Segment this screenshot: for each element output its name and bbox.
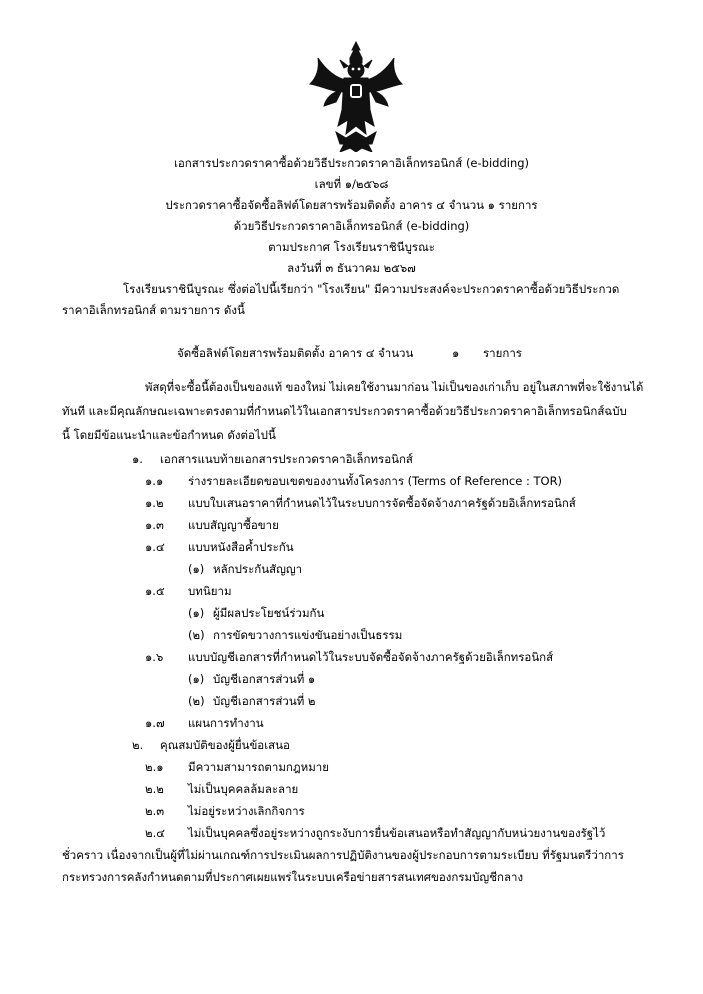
sub-item-number: (๒) [188,628,205,642]
list-item-text: ไม่เป็นบุคคลล้มละลาย [188,782,299,796]
clause-2-4-line-1: ไม่เป็นบุคคลซึ่งอยู่ระหว่างถูกระงับการยื่นข้อเสนอหรือทำสัญญากับหน่วยงานของรัฐไว้ [188,826,606,840]
intro-line-1: โรงเรียนราชินีบูรณะ ซึ่งต่อไปนี้เรียกว่า "โรงเรียน" มีความประสงค์จะประกวดราคาซื้อด้วยวิธีประกวด [123,282,620,296]
item-unit: รายการ [483,346,522,360]
list-item-number: ๑.๓ [145,518,164,532]
item-name: จัดซื้อลิฟต์โดยสารพร้อมติดตั้ง อาคาร ๔ [177,346,375,360]
list-item-number: ๒.๔ [145,826,165,840]
document-number: เลขที่ ๑/๒๕๖๘ [314,177,389,191]
list-item-text: ร่างรายละเอียดขอบเขตของงานทั้งโครงการ (Terms of Reference : TOR) [188,474,563,488]
list-item-number: ๑.๑ [145,474,164,488]
list-item-number: ๒.๓ [145,804,165,818]
list-item-number: ๑.๖ [145,650,164,664]
list-item-text: ไม่อยู่ระหว่างเลิกกิจการ [188,804,305,818]
conditions-line-1: พัสดุที่จะซื้อนี้ต้องเป็นของแท้ ของใหม่ ไม่เคยใช้งานมาก่อน ไม่เป็นของเก่าเก็บ อยู่ในสภาพที่จะใช้งานได้ [145,380,644,394]
conditions-line-2: ทันที และมีคุณลักษณะเฉพาะตรงตามที่กำหนดไว้ในเอกสารประกวดราคาซื้อด้วยวิธีประกวดราคาอิเล็กทรอนิกส์ฉบับ [62,404,627,418]
list-item-text: แบบหนังสือค้ำประกัน [188,540,294,554]
sub-item-text: บัญชีเอกสารส่วนที่ ๑ [213,672,316,686]
list-item-text: แบบใบเสนอราคาที่กำหนดไว้ในระบบการจัดซื้อจัดจ้างภาครัฐด้วยอิเล็กทรอนิกส์ [188,496,576,510]
sub-item-number: (๒) [188,694,205,708]
list-item-text: แบบสัญญาซื้อขาย [188,518,279,532]
sub-item-text: หลักประกันสัญญา [213,562,303,576]
document-date: ลงวันที่ ๓ ธันวาคม ๒๕๖๗ [287,261,416,275]
intro-line-2: ราคาอิเล็กทรอนิกส์ ตามรายการ ดังนี้ [62,303,245,317]
document-subject: ประกวดราคาซื้อจัดซื้อลิฟต์โดยสารพร้อมติดตั้ง อาคาร ๔ จำนวน ๑ รายการ [165,198,538,212]
list-item-number: ๒.๒ [145,782,164,796]
section-2-number: ๒. [132,738,144,752]
sub-item-text: การขัดขวางการแข่งขันอย่างเป็นธรรม [213,628,403,642]
list-item-number: ๑.๒ [145,496,164,510]
sub-item-text: บัญชีเอกสารส่วนที่ ๒ [213,694,316,708]
section-1-number: ๑. [132,452,143,466]
section-2-title: คุณสมบัติของผู้ยื่นข้อเสนอ [160,738,290,752]
announcement-reference: ตามประกาศ โรงเรียนราชินีบูรณะ [268,240,435,254]
clause-2-4-line-2: ชั่วคราว เนื่องจากเป็นผู้ที่ไม่ผ่านเกณฑ์การประเมินผลการปฏิบัติงานของผู้ประกอบการตามระเบียบ ที่รัฐมนตรีว่าการ [62,848,624,862]
sub-item-number: (๑) [188,672,205,686]
list-item-number: ๑.๔ [145,540,165,554]
list-item-text: บทนิยาม [188,584,232,598]
clause-2-4-line-3: กระทรวงการคลังกำหนดตามที่ประกาศเผยแพร่ในระบบเครือข่ายสารสนเทศของกรมบัญชีกลาง [62,870,524,884]
sub-item-number: (๑) [188,562,205,576]
section-1-title: เอกสารแนบท้ายเอกสารประกวดราคาอิเล็กทรอนิกส์ [160,452,413,466]
conditions-line-3: นี้ โดยมีข้อแนะนำและข้อกำหนด ดังต่อไปนี้ [62,428,276,442]
item-quantity-label: จำนวน [378,346,414,360]
list-item-text: แบบบัญชีเอกสารที่กำหนดไว้ในระบบจัดซื้อจัดจ้างภาครัฐด้วยอิเล็กทรอนิกส์ [188,650,554,664]
list-item-number: ๑.๕ [145,584,165,598]
list-item-text: แผนการทำงาน [188,716,264,730]
procurement-method: ด้วยวิธีประกวดราคาอิเล็กทรอนิกส์ (e-bidding) [233,219,470,233]
list-item-number: ๒.๑ [145,760,164,774]
document-title: เอกสารประกวดราคาซื้อด้วยวิธีประกวดราคาอิเล็กทรอนิกส์ (e-bidding) [173,156,530,170]
garuda-emblem-icon [306,40,406,152]
sub-item-text: ผู้มีผลประโยชน์ร่วมกัน [213,606,325,620]
list-item-number: ๑.๗ [145,716,165,730]
list-item-text: มีความสามารถตามกฎหมาย [188,760,329,774]
item-quantity: ๑ [452,346,460,360]
sub-item-number: (๑) [188,606,205,620]
